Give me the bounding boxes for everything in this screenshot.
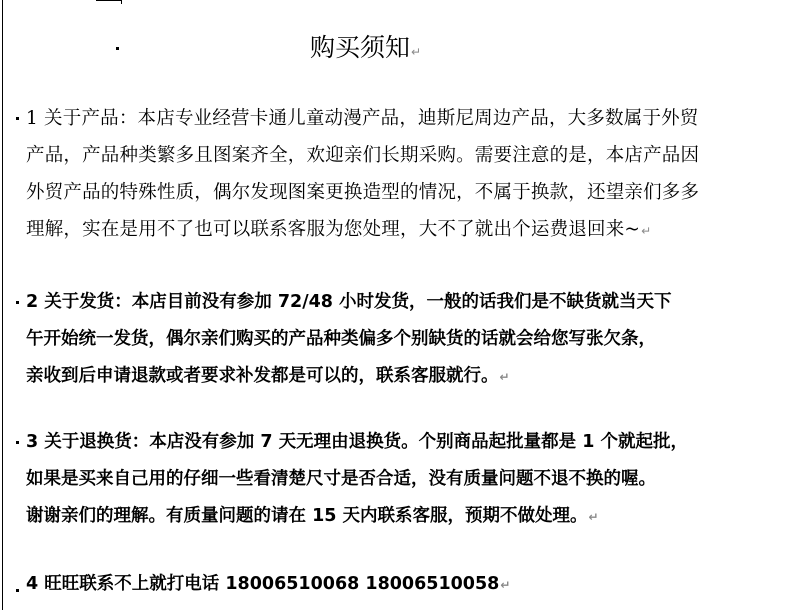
page-left-edge: [2, 0, 3, 610]
document-title: [310, 32, 421, 68]
section-2-bullet-dot: [16, 301, 19, 304]
paragraph-mark-icon: ↵: [588, 510, 599, 524]
paragraph-mark-icon: ↵: [411, 45, 422, 59]
section-4-bullet-dot: [16, 589, 19, 592]
paragraph-mark-icon: ↵: [641, 224, 652, 238]
section-3-bullet-dot: [16, 441, 19, 444]
title-text: 购买须知: [310, 33, 411, 62]
section-4-line-1-text: 4 旺旺联系不上就打电话 18006510068 18006510058: [26, 574, 500, 594]
section-2-line-2: 午开始统一发货，偶尔亲们购买的产品种类偏多个别缺货的话就会给您写张欠条，: [26, 329, 656, 349]
section-1-line-2: 产品，产品种类繁多且图案齐全，欢迎亲们长期采购。需要注意的是，本店产品因: [26, 145, 700, 166]
section-returns: [26, 424, 793, 535]
section-4-line-1: [26, 566, 793, 603]
page-corner-marker-tick: [121, 0, 122, 4]
section-1-line-3: 外贸产品的特殊性质，偶尔发现图案更换造型的情况，不属于换款，还望亲们多多: [26, 182, 700, 203]
page-corner-marker: [96, 0, 122, 1]
section-3-line-3-text: 谢谢亲们的理解。有质量问题的请在 15 天内联系客服，预期不做处理。: [26, 506, 588, 526]
paragraph-mark-icon: ↵: [500, 578, 511, 592]
section-3-line-3: [26, 498, 793, 535]
section-1-bullet-dot: [16, 117, 19, 120]
section-2-line-1: 2 关于发货：本店目前没有参加 72/48 小时发货，一般的话我们是不缺货就当天下: [26, 292, 672, 312]
section-1-line-1: 1 关于产品：本店专业经营卡通儿童动漫产品，迪斯尼周边产品，大多数属于外贸: [26, 108, 699, 129]
section-shipping: [26, 284, 793, 395]
section-products: [26, 100, 793, 248]
section-3-line-2: 如果是买来自己用的仔细一些看清楚尺寸是否合适，没有质量问题不退不换的喔。: [26, 469, 656, 489]
section-1-line-4: [26, 211, 793, 248]
section-1-line-4-text: 理解，实在是用不了也可以联系客服为您处理，大不了就出个运费退回来~: [26, 219, 641, 240]
section-3-line-1: 3 关于退换货：本店没有参加 7 天无理由退换货。个别商品起批量都是 1 个就起批，: [26, 432, 688, 452]
paragraph-mark-icon: ↵: [499, 370, 510, 384]
section-2-line-3: [26, 358, 793, 395]
section-contact: [26, 566, 793, 603]
section-2-line-3-text: 亲收到后申请退款或者要求补发都是可以的，联系客服就行。: [26, 366, 499, 386]
title-row: [0, 28, 793, 68]
